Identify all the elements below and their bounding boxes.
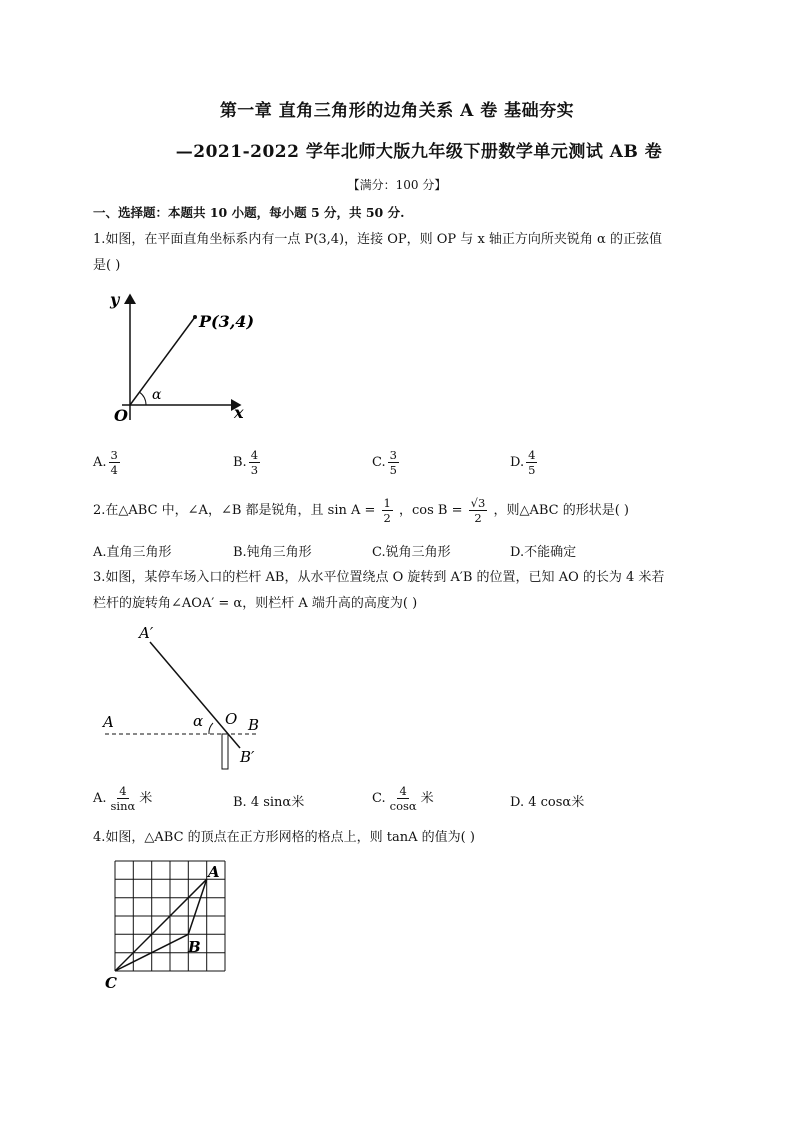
question-3	[93, 565, 703, 617]
question-3-line1: 3.如图，某停车场入口的栏杆 AB，从水平位置绕点 O 旋转到 A′B 的位置，已知 AO 的长为 4 米若	[93, 570, 665, 585]
fraction: $\frac{4}{3}$	[250, 448, 259, 477]
option-label: C.	[372, 791, 386, 806]
q1-option-a[interactable]	[93, 448, 122, 477]
gate-post	[222, 734, 228, 769]
point-p-label: P(3,4)	[199, 312, 255, 331]
score-note: 【满分：100 分】	[347, 178, 447, 192]
rotated-bar-a-prime-b-prime	[150, 642, 240, 748]
vertex-c-label: C	[105, 974, 117, 992]
question-1-line2: 是( )	[93, 258, 121, 273]
origin-label: O	[114, 406, 128, 425]
fraction: $\frac{4}{\cos\alpha}$	[389, 784, 417, 813]
option-label: D.	[510, 795, 525, 810]
label-a-prime: A′	[139, 624, 154, 642]
alpha-label: α	[152, 387, 162, 403]
label-b-prime: B′	[240, 748, 255, 766]
question-2	[93, 496, 703, 525]
q2-option-a[interactable]: A.直角三角形	[93, 545, 172, 560]
q3-option-d[interactable]: D. 4 cosα米	[510, 795, 585, 810]
question-4: 4.如图，△ABC 的顶点在正方形网格的格点上，则 tanA 的值为( )	[93, 830, 475, 845]
q3-option-c[interactable]: C. $\frac{4}{\cos\alpha}$ 米	[372, 784, 434, 813]
option-label: B.	[233, 795, 247, 810]
q3-option-b[interactable]: B. 4 sinα米	[233, 795, 305, 810]
vertex-a-label: A	[208, 863, 220, 881]
label-o: O	[225, 710, 238, 728]
question-1	[93, 227, 703, 279]
fraction: $\frac{4}{5}$	[528, 448, 536, 477]
question-1-line1: 1.如图，在平面直角坐标系内有一点 P(3,4)，连接 OP，则 OP 与 x 轴正方向所夹锐角 α 的正弦值	[93, 232, 662, 247]
option-label: A.	[93, 791, 107, 806]
q1-option-b[interactable]	[233, 448, 262, 477]
q3-barrier-figure	[95, 620, 275, 775]
sin-a-fraction: $\frac{1}{2}$	[383, 496, 391, 525]
segment-op	[130, 317, 195, 405]
option-label: A.	[93, 455, 107, 470]
q2-prefix: 2.在△ABC 中，∠A，∠B 都是锐角，且 sin A =	[93, 503, 376, 518]
fraction: $\frac{4}{\sin\alpha}$	[110, 784, 136, 813]
q2-option-d[interactable]: D.不能确定	[510, 545, 577, 560]
q4-grid-figure	[100, 855, 240, 995]
question-3-line2: 栏杆的旋转角∠AOA′ = α，则栏杆 A 端升高的高度为( )	[93, 596, 418, 611]
q2-option-b[interactable]: B.钝角三角形	[233, 545, 312, 560]
x-axis-label: x	[234, 403, 244, 422]
option-label: C.	[372, 455, 386, 470]
fraction: $\frac{3}{4}$	[110, 448, 118, 477]
label-alpha: α	[193, 712, 204, 730]
q2-mid: ，cos B =	[399, 503, 463, 518]
angle-arc	[209, 723, 213, 734]
cos-b-fraction: $\frac{√3}{2}$	[470, 496, 486, 525]
triangle-abc	[115, 879, 207, 971]
page-subtitle: —2021-2022 学年北师大版九年级下册数学单元测试 AB 卷	[175, 142, 663, 162]
q3-option-a[interactable]: A. $\frac{4}{\sin\alpha}$ 米	[93, 784, 153, 813]
label-a: A	[103, 713, 114, 731]
vertex-b-label: B	[188, 938, 201, 956]
fraction: $\frac{3}{5}$	[389, 448, 397, 477]
option-label: D.	[510, 455, 525, 470]
y-axis-label: y	[110, 290, 120, 309]
section-heading: 一、选择题：本题共 10 小题，每小题 5 分，共 50 分.	[93, 205, 405, 220]
q2-option-c[interactable]: C.锐角三角形	[372, 545, 451, 560]
point-p	[193, 315, 197, 319]
q1-coordinate-figure	[100, 285, 260, 430]
option-label: B.	[233, 455, 247, 470]
page-title: 第一章 直角三角形的边角关系 A 卷 基础夯实	[219, 101, 575, 121]
q1-option-c[interactable]	[372, 448, 401, 477]
q1-option-d[interactable]	[510, 448, 539, 477]
angle-arc	[140, 392, 147, 405]
q2-suffix: ，则△ABC 的形状是( )	[493, 503, 629, 518]
label-b: B	[248, 716, 260, 734]
